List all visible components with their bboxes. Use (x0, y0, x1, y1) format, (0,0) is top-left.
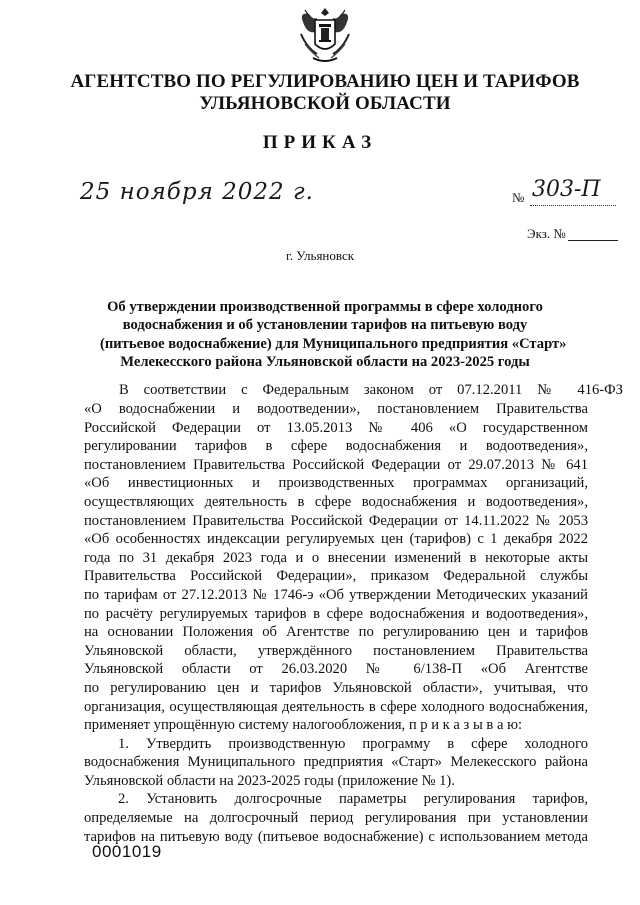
body-line: постановлением Правительства Российской Федерации от 29.07.2013 № 641 (84, 456, 588, 473)
order-title: ПРИКАЗ (262, 132, 378, 153)
body-line: Правительства Российской Федерации», приказом Федеральной службы (84, 568, 588, 585)
subject-line: (питьевое водоснабжение) для Муниципального предприятия «Старт» (100, 335, 567, 352)
body-line: Ульяновской области от 26.03.2020 № 6/138-П «Об Агентстве (84, 661, 588, 678)
body-line: года по 31 декабря 2023 года и о внесении изменений в некоторые акты (84, 549, 588, 566)
body-line: на основании Положения об Агентстве по регулированию цен и тарифов (84, 624, 588, 641)
document-serial-number: 0001019 (92, 842, 162, 861)
body-line: тарифов на питьевую воду (питьевое водоснабжение) с использованием метода (84, 828, 588, 845)
body-line: определяемые на долгосрочный период регулирования при установлении (84, 810, 588, 827)
subject-line: Об утверждении производственной программы в сфере холодного (107, 299, 543, 315)
body-line: осуществляющих деятельность в сфере водоснабжения и водоотведения», (84, 493, 588, 510)
order-date-handwritten: 25 ноября 2022 г. (80, 179, 314, 205)
order-subject (100, 298, 567, 371)
body-line: по тарифам от 27.12.2013 № 1746-э «Об утверждении Методических указаний (84, 586, 588, 603)
order-number-label: № (512, 190, 525, 205)
body-line: «О водоснабжении и водоотведении», постановлением Правительства (84, 401, 588, 417)
body-line: Ульяновской области на 2023-2025 годы (приложение № 1). (84, 772, 455, 789)
body-line: водоснабжения Муниципального предприятия «Старт» Мелекесского района (84, 754, 588, 771)
subject-line: Мелекесского района Ульяновской области на 2023-2025 годы (120, 353, 530, 370)
body-line-item-2: 2. Установить долгосрочные параметры регулирования тарифов, (118, 791, 588, 808)
city-name: г. Ульяновск (285, 248, 355, 263)
order-body-main (84, 400, 588, 846)
body-line: организация, осуществляющая деятельность в сфере холодного водоснабжения, (84, 698, 588, 715)
copy-number-blank (568, 240, 618, 241)
body-line: регулировании тарифов в сфере водоснабжения и водоотведения», (84, 438, 588, 455)
agency-name-line2: УЛЬЯНОВСКОЙ ОБЛАСТИ (199, 93, 451, 114)
body-line: «Об инвестиционных и производственных программах организаций, (84, 475, 588, 492)
copy-number-label: Экз. № (527, 226, 566, 241)
order-number-handwritten: 303-П (532, 177, 601, 202)
body-line: Ульяновской области, утверждённого постановлением Правительства (84, 642, 588, 659)
body-line: применяет упрощённую систему налогообложения, п р и к а з ы в а ю: (84, 717, 523, 734)
subject-line: водоснабжения и об установлении тарифов на питьевую воду (122, 317, 528, 334)
coat-of-arms-emblem (295, 4, 355, 66)
body-line: по регулированию цен и тарифов Ульяновской области», учитывая, что (84, 679, 588, 696)
order-body (119, 381, 623, 400)
body-line: постановлением Правительства Российской Федерации от 14.11.2022 № 2053 (84, 512, 588, 529)
body-line-item-1: 1. Утвердить производственную программу в сфере холодного (118, 735, 588, 752)
body-line: В соответствии с Федеральным законом от 07.12.2011 № 416-ФЗ (119, 382, 623, 398)
agency-name-line1: АГЕНТСТВО ПО РЕГУЛИРОВАНИЮ ЦЕН И ТАРИФОВ (70, 71, 580, 92)
order-number-underline (530, 205, 616, 206)
body-line: по расчёту регулируемых тарифов в сфере водоснабжения и водоотведения», (84, 605, 588, 622)
body-line: Российской Федерации от 13.05.2013 № 406 «О государственном (84, 419, 588, 436)
body-line: «Об особенностях индексации регулируемых цен (тарифов) с 1 декабря 2022 (84, 531, 588, 548)
